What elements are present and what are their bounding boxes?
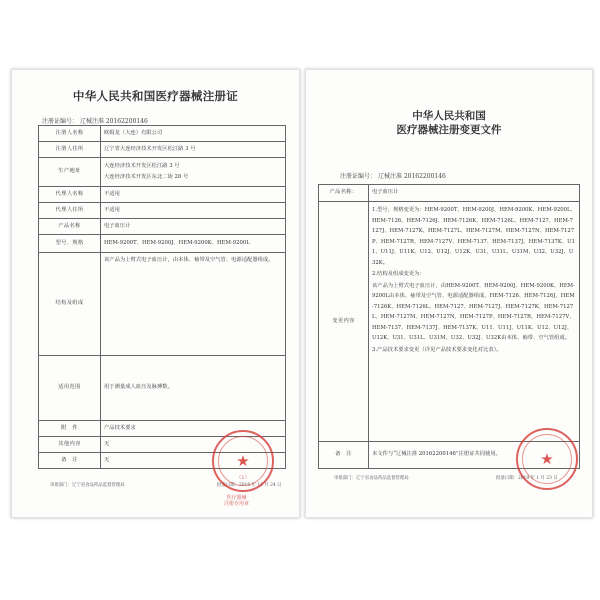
certificate-row [39,253,286,356]
seal-star-icon: ★ [236,451,250,470]
change-registration-number-value: 辽械注准 20162200146 [377,173,446,180]
change-registration-number-label: 注册证编号： [340,173,377,180]
change-paragraph: 2.结构及组成变更为： [372,271,425,277]
row-value [101,142,286,158]
change-registration-number-line [340,171,446,180]
certificate-title: 中华人民共和国医疗器械注册证 [72,89,239,103]
change-content-label: 变更内容 [319,202,369,442]
row-value-line: 无 [104,456,110,463]
change-paragraph: 1.型号、规格变更为：HEM-9200T、HEM-9200J、HEM-9200K、HEM-9200L、HEM-7126、HEM-7126J、HEM-7126K、HEM-7126L、HEM-7127、HEM-7127J、HEM-7127K、HEM-7127L、HEM-7127M、HEM-7127N、HEM-7127P、HEM-7127R、HEM-7127V、HEM-7137、HEM-7137J、HEM-7137K、U11、U11J、U11K、U12、U12J、U12K、U31、U31L、U31M、U32、U32J、U32K。 [372,207,576,266]
approval-date: 批准日期：2016 年 11 月 24 日 [217,483,282,488]
seal-stamp-text [224,495,249,507]
registration-certificate [11,69,300,518]
change-approval-date: 批准日期：2019 年 1 月 23 日 [496,476,558,481]
change-content-cell [369,202,580,442]
row-value-line: 该产品为上臂式电子血压计，由本体、袖带及空气管、电源适配器组成。 [104,257,274,263]
row-value-line: 辽宁省大连经济技术开发区松江路 3 号 [104,145,196,152]
row-label: 型号、规格 [39,235,101,253]
change-content-row [319,202,580,442]
certificate-row [39,142,286,158]
row-value [101,126,286,142]
change-official-seal [516,428,578,490]
change-approval-department: 审批部门：辽宁省食品药品监督管理局 [334,476,409,481]
row-label: 代理人住所 [39,203,101,219]
remark-label: 备 注 [319,442,369,469]
row-value [101,235,286,253]
row-label: 注册人名称 [39,126,101,142]
official-seal [212,430,274,492]
change-document [305,69,593,518]
row-label: 代理人名称 [39,187,101,203]
row-value-line: 产品技术要求 [104,424,136,431]
change-paragraph: 该产品为上臂式电子血压计，由HEM-9200T、HEM-9200J、HEM-9200K、HEM-9200L由本体、袖带及空气管、电源适配器组成，HEM-7126、HEM-7126J、HEM-7126K、HEM-7126L、HEM-7127、HEM-7127J、HEM-7127K、HEM-7127L、HEM-7127M、HEM-7127N、HEM-7127P、HEM-7127R、HEM-7127V、HEM-7137、HEM-7137J、HEM-7137K、U11、U11J、U11K、U12、U12J、U12K、U31、U31L、U31M、U32、U32J、U32K由本体、袖带、空气管组成。 [372,282,575,341]
row-value [101,203,286,219]
certificate-row [39,158,286,187]
row-value [101,253,286,356]
certificate-table [38,125,286,469]
change-title-line-1: 中华人民共和国 [412,110,486,122]
row-value-line: 欧姆龙（大连）有限公司 [104,129,163,136]
certificate-row [39,356,286,421]
row-label: 注册人住所 [39,142,101,158]
row-label: 结构及组成 [39,253,101,356]
row-value-line: 用于测量成人血压及脉搏数。 [104,384,173,391]
row-value-line: 不适用 [104,190,120,197]
seal-ring-text: （1） [236,475,250,481]
certificate-row [39,235,286,253]
row-value-line: 电子血压计 [104,222,131,229]
change-paragraph: 3.产品技术要求变更（详见产品技术要求变化对比表）。 [372,346,502,353]
row-value-line: 无 [104,440,110,447]
row-label: 其他内容 [39,437,101,453]
product-name-value: 电子血压计 [369,185,580,202]
product-name-label: 产品名称： [319,185,369,202]
certificate-row [39,126,286,142]
row-value-line: 大连经济技术开发区松江路 3 号 [104,162,180,169]
row-value [101,187,286,203]
certificate-row [39,203,286,219]
change-table [318,184,580,469]
row-value-line: 大连经济技术开发区东北二街 28 号 [104,174,189,180]
change-title-line-2: 医疗器械注册变更文件 [396,124,502,136]
certificate-row [39,219,286,235]
remark-value: 本文件与“辽械注准 20162200146”注册证共同使用。 [369,442,580,469]
row-value [101,219,286,235]
approval-department: 审批部门：辽宁省食品药品监督管理局 [50,483,125,488]
registration-number-line [42,116,148,125]
row-label: 产品名称 [39,219,101,235]
row-label: 附 件 [39,421,101,437]
certificate-row [39,187,286,203]
row-label: 备 注 [39,453,101,469]
row-value-line: 不适用 [104,206,120,213]
change-seal-star-icon: ★ [540,449,554,468]
row-label: 生产地址 [39,158,101,187]
seal-stamp-line-2: 注册专用章 [224,501,250,507]
registration-number-value: 辽械注准 20162200146 [79,118,148,125]
row-label: 适用范围 [39,356,101,421]
row-value [101,158,286,187]
registration-number-label: 注册证编号： [42,118,79,125]
row-value-line: HEM-9200T、HEM-9200J、HEM-9200K、HEM-9200L [104,239,250,246]
product-name-row [319,185,580,202]
seal-stamp-line-1: 医疗器械 [226,495,247,501]
row-value [101,356,286,421]
